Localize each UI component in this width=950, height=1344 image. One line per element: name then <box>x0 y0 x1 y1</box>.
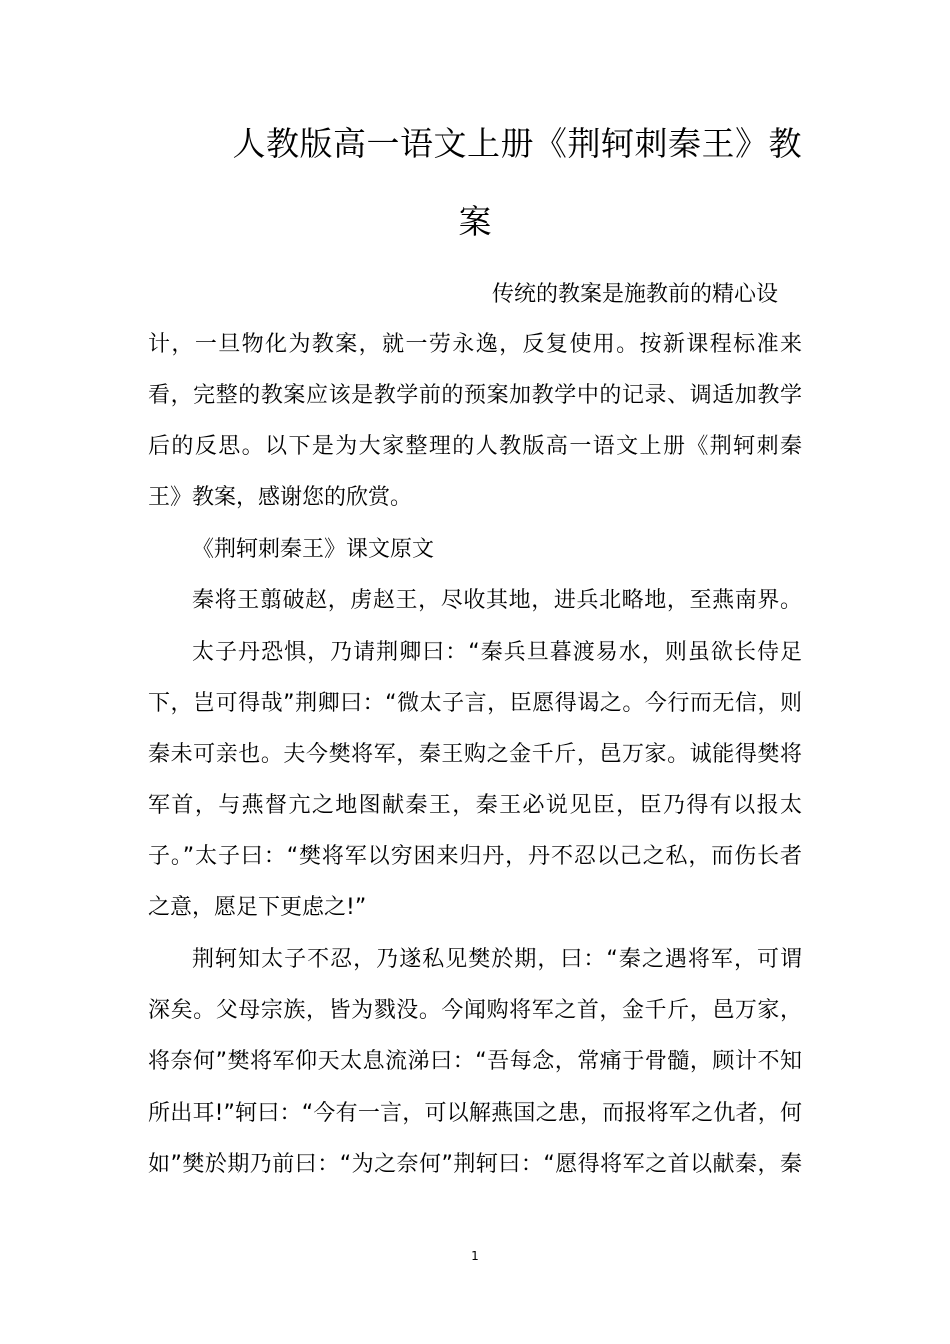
section-heading: 《荆轲刺秦王》课文原文 <box>192 537 435 562</box>
intro-line-5: 王》教案，感谢您的欣赏。 <box>148 485 413 510</box>
document-title-line-2: 案 <box>458 202 492 241</box>
paragraph-line: 将奈何”樊将军仰天太息流涕曰：“吾每念，常痛于骨髓，顾计不知 <box>148 1049 802 1074</box>
paragraph-line: 所出耳!”轲曰：“今有一言，可以解燕国之患，而报将军之仇者，何 <box>148 1101 802 1126</box>
paragraph-line: 秦将王翦破赵，虏赵王，尽收其地，进兵北略地，至燕南界。 <box>192 588 802 613</box>
paragraph-line: 荆轲知太子不忍，乃遂私见樊於期，曰：“秦之遇将军，可谓 <box>192 947 802 972</box>
paragraph-line: 之意，愿足下更虑之!” <box>148 895 367 920</box>
paragraph-line: 下，岂可得哉”荆卿曰：“微太子言，臣愿得谒之。今行而无信，则 <box>148 691 802 716</box>
paragraph-line: 军首，与燕督亢之地图献秦王，秦王必说见臣，臣乃得有以报太 <box>148 793 802 818</box>
paragraph-line: 秦未可亲也。夫今樊将军，秦王购之金千斤，邑万家。诚能得樊将 <box>148 742 802 767</box>
document-title-line-1: 人教版高一语文上册《荆轲刺秦王》教 <box>232 124 802 163</box>
paragraph-line: 子。”太子曰：“樊将军以穷困来归丹，丹不忍以己之私，而伤长者 <box>148 844 802 869</box>
intro-line-1: 传统的教案是施教前的精心设 <box>492 282 779 307</box>
page-number: 1 <box>471 1249 479 1263</box>
intro-line-4: 后的反思。以下是为大家整理的人教版高一语文上册《荆轲刺秦 <box>148 434 802 459</box>
intro-line-2: 计，一旦物化为教案，就一劳永逸，反复使用。按新课程标准来 <box>148 332 802 357</box>
intro-line-3: 看，完整的教案应该是教学前的预案加教学中的记录、调适加教学 <box>148 383 802 408</box>
paragraph-line: 太子丹恐惧，乃请荆卿曰：“秦兵旦暮渡易水，则虽欲长侍足 <box>192 640 802 665</box>
paragraph-line: 深矣。父母宗族，皆为戮没。今闻购将军之首，金千斤，邑万家， <box>148 998 802 1023</box>
paragraph-line: 如”樊於期乃前曰：“为之奈何”荆轲曰：“愿得将军之首以献秦，秦 <box>148 1152 802 1177</box>
